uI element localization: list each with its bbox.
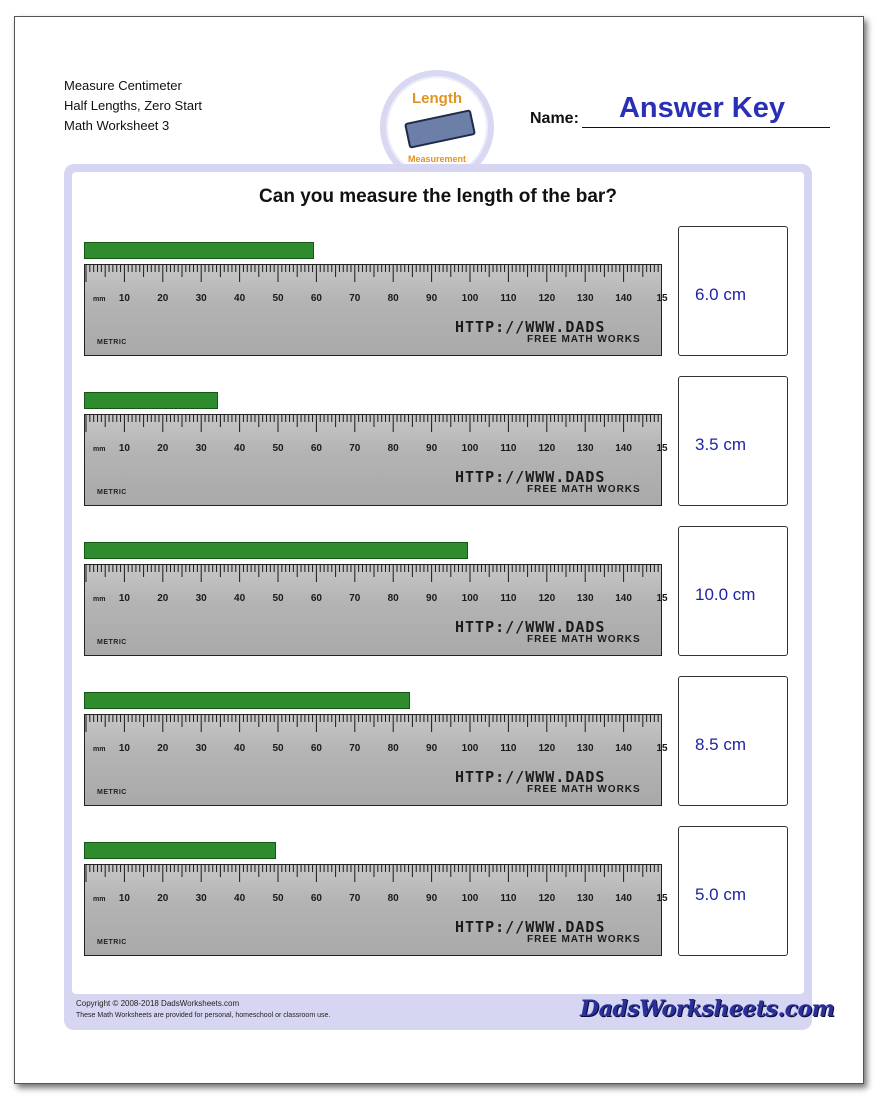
ruler-tick-label: 50	[272, 293, 284, 304]
ruler-tick-label: 140	[615, 743, 632, 754]
ruler-tick-label: 130	[576, 593, 594, 604]
ruler-tick-label: 70	[349, 443, 361, 454]
ruler-tick-label: 130	[576, 893, 594, 904]
ruler-tick-label: 100	[461, 893, 479, 904]
ruler-tick-label: 10	[118, 743, 130, 754]
ruler-tick-label: 80	[387, 593, 399, 604]
ruler-tick-label: 80	[387, 743, 399, 754]
ruler-tick-label: 90	[426, 743, 438, 754]
problem-row	[84, 678, 794, 810]
ruler-tick-label: 40	[234, 293, 246, 304]
measure-bar	[84, 542, 468, 559]
ruler-unit-label: mm	[93, 596, 106, 603]
ruler-tick-label: 110	[500, 743, 517, 754]
worksheet-title: Measure Centimeter	[64, 78, 182, 93]
ruler-tick-label: 50	[272, 743, 284, 754]
measure-bar	[84, 392, 218, 409]
answer-text: 5.0 cm	[695, 885, 747, 904]
measure-bar	[84, 242, 314, 259]
ruler-tick-label: 90	[426, 593, 438, 604]
ruler-tick-label: 10	[118, 893, 130, 904]
ruler-unit-label: mm	[93, 746, 106, 753]
ruler-url-text: HTTP://WWW.DADS	[455, 468, 606, 486]
question-text: Can you measure the length of the bar?	[259, 186, 617, 207]
ruler-tick-label: 10	[118, 443, 130, 454]
problem-row	[84, 828, 794, 960]
ruler-tick-label: 10	[118, 593, 130, 604]
worksheet-subtitle: Half Lengths, Zero Start	[64, 98, 203, 113]
ruler-tick-label: 60	[310, 743, 322, 754]
ruler-tick-label: 50	[272, 893, 284, 904]
ruler-tick-label: 60	[310, 593, 322, 604]
ruler-tick-label: 15	[656, 743, 668, 754]
ruler-unit-label: mm	[93, 896, 106, 903]
name-line	[582, 127, 830, 128]
ruler-tick-label: 80	[387, 443, 399, 454]
name-label: Name:	[530, 110, 579, 127]
problem-row	[84, 378, 794, 510]
logo-top-text: Length	[412, 90, 462, 107]
ruler-tick-label: 120	[538, 743, 556, 754]
ruler-tick-label: 70	[349, 293, 361, 304]
ruler-tick-label: 30	[195, 593, 207, 604]
ruler-tick-label: 100	[461, 293, 479, 304]
ruler-tick-label: 90	[426, 893, 438, 904]
measure-bar	[84, 692, 410, 709]
ruler-tick-label: 110	[500, 293, 517, 304]
ruler-subtext: FREE MATH WORKS	[527, 784, 641, 795]
ruler-tick-label: 20	[157, 743, 169, 754]
answer-box[interactable]	[678, 226, 788, 356]
answer-key-title: Answer Key	[618, 92, 785, 124]
ruler-tick-label: 40	[234, 443, 246, 454]
ruler-url-text: HTTP://WWW.DADS	[455, 618, 606, 636]
ruler-tick-label: 30	[195, 743, 207, 754]
ruler-tick-label: 30	[195, 293, 207, 304]
ruler-tick-label: 10	[118, 293, 130, 304]
ruler-tick-label: 100	[461, 743, 479, 754]
ruler-tick-label: 15	[656, 443, 668, 454]
ruler-tick-label: 90	[426, 443, 438, 454]
ruler-tick-label: 40	[234, 593, 246, 604]
metric-ruler	[84, 714, 668, 806]
ruler-tick-label: 50	[272, 593, 284, 604]
ruler-tick-label: 130	[576, 743, 594, 754]
ruler-url-text: HTTP://WWW.DADS	[455, 318, 606, 336]
answer-box[interactable]	[678, 376, 788, 506]
usage-note: These Math Worksheets are provided for personal, homeschool or classroom use.	[76, 1012, 331, 1019]
ruler-subtext: FREE MATH WORKS	[527, 634, 641, 645]
ruler-tick-label: 20	[157, 593, 169, 604]
ruler-tick-label: 15	[656, 593, 668, 604]
metric-ruler	[84, 864, 668, 956]
answer-text: 8.5 cm	[695, 735, 747, 754]
ruler-tick-label: 100	[461, 443, 479, 454]
ruler-tick-label: 80	[387, 893, 399, 904]
ruler-tick-label: 40	[234, 893, 246, 904]
ruler-metric-label: METRIC	[97, 489, 127, 496]
answer-text: 3.5 cm	[695, 435, 747, 454]
ruler-tick-label: 30	[195, 443, 207, 454]
ruler-unit-label: mm	[93, 446, 106, 453]
ruler-icon	[404, 109, 476, 149]
ruler-tick-label: 15	[656, 893, 668, 904]
ruler-tick-label: 70	[349, 593, 361, 604]
ruler-tick-label: 30	[195, 893, 207, 904]
logo-bottom-text: Measurement	[407, 154, 467, 164]
ruler-tick-label: 70	[349, 893, 361, 904]
answer-text: 6.0 cm	[695, 285, 747, 304]
answer-box[interactable]	[678, 676, 788, 806]
ruler-subtext: FREE MATH WORKS	[527, 484, 641, 495]
ruler-tick-label: 60	[310, 443, 322, 454]
ruler-tick-label: 110	[500, 893, 517, 904]
metric-ruler	[84, 414, 668, 506]
ruler-tick-label: 15	[656, 293, 668, 304]
ruler-tick-label: 130	[576, 293, 594, 304]
ruler-metric-label: METRIC	[97, 639, 127, 646]
ruler-url-text: HTTP://WWW.DADS	[455, 918, 606, 936]
ruler-tick-label: 140	[615, 593, 632, 604]
problem-row	[84, 228, 794, 360]
metric-ruler	[84, 264, 668, 356]
ruler-tick-label: 130	[576, 443, 594, 454]
ruler-unit-label: mm	[93, 296, 106, 303]
ruler-url-text: HTTP://WWW.DADS	[455, 768, 606, 786]
ruler-tick-label: 50	[272, 443, 284, 454]
ruler-tick-label: 110	[500, 443, 517, 454]
ruler-tick-label: 20	[157, 893, 169, 904]
ruler-metric-label: METRIC	[97, 789, 127, 796]
ruler-tick-label: 120	[538, 443, 556, 454]
copyright-text: Copyright © 2008-2018 DadsWorksheets.com	[76, 999, 240, 1008]
dadsworksheets-brand-logo: DadsWorksheets.com	[580, 996, 835, 1022]
ruler-tick-label: 40	[234, 743, 246, 754]
ruler-tick-label: 100	[461, 593, 479, 604]
answer-box[interactable]	[678, 526, 788, 656]
ruler-tick-label: 120	[538, 893, 556, 904]
ruler-tick-label: 20	[157, 293, 169, 304]
ruler-tick-label: 140	[615, 293, 632, 304]
ruler-tick-label: 120	[538, 593, 556, 604]
ruler-tick-label: 20	[157, 443, 169, 454]
ruler-metric-label: METRIC	[97, 339, 127, 346]
ruler-tick-label: 110	[500, 593, 517, 604]
ruler-tick-label: 60	[310, 293, 322, 304]
ruler-tick-label: 140	[615, 893, 632, 904]
ruler-tick-label: 140	[615, 443, 632, 454]
measure-bar	[84, 842, 276, 859]
ruler-subtext: FREE MATH WORKS	[527, 934, 641, 945]
ruler-tick-label: 60	[310, 893, 322, 904]
worksheet-number: Math Worksheet 3	[64, 118, 170, 133]
problem-row	[84, 528, 794, 660]
answer-box[interactable]	[678, 826, 788, 956]
ruler-metric-label: METRIC	[97, 939, 127, 946]
answer-text: 10.0 cm	[695, 585, 756, 604]
metric-ruler	[84, 564, 668, 656]
ruler-subtext: FREE MATH WORKS	[527, 334, 641, 345]
ruler-tick-label: 120	[538, 293, 556, 304]
ruler-tick-label: 70	[349, 743, 361, 754]
ruler-tick-label: 90	[426, 293, 438, 304]
ruler-tick-label: 80	[387, 293, 399, 304]
